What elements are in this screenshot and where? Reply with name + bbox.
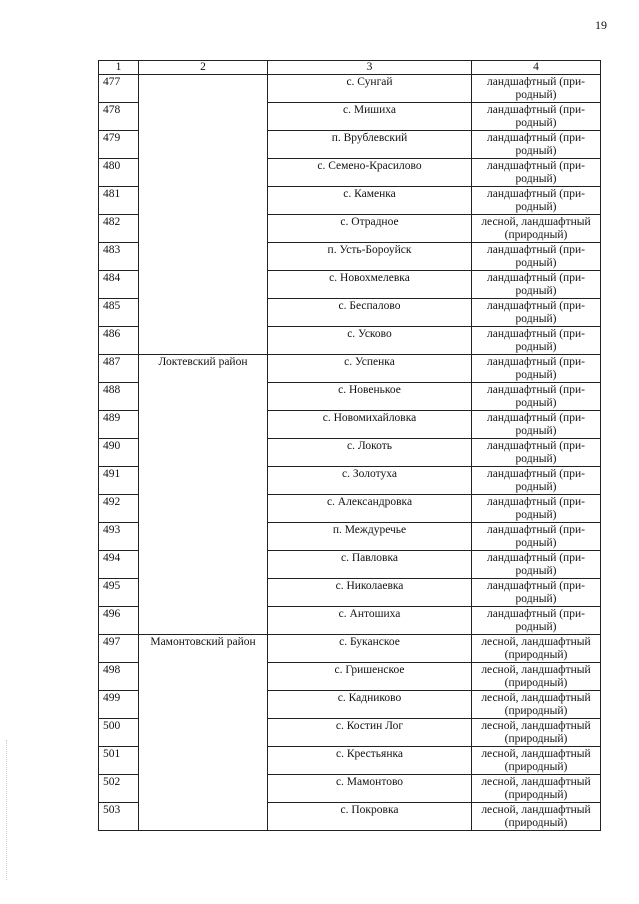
- settlement-cell: с. Мишиха: [268, 103, 472, 131]
- table-row: [99, 327, 601, 355]
- settlement-cell: с. Антошиха: [268, 607, 472, 635]
- settlement-cell: с. Новенькое: [268, 383, 472, 411]
- settlement-cell: с. Новомихайловка: [268, 411, 472, 439]
- table-row: [99, 439, 601, 467]
- row-number: 491: [99, 467, 139, 495]
- row-number: 500: [99, 719, 139, 747]
- protection-type-cell: ландшафтный (при-родный): [472, 103, 601, 131]
- district-cell: [139, 775, 268, 803]
- district-cell: [139, 215, 268, 243]
- protection-type-cell: ландшафтный (при-родный): [472, 411, 601, 439]
- district-cell: [139, 579, 268, 607]
- district-cell: [139, 271, 268, 299]
- protection-type-cell: ландшафтный (при-родный): [472, 327, 601, 355]
- district-cell: [139, 103, 268, 131]
- table-row: [99, 663, 601, 691]
- row-number: 495: [99, 579, 139, 607]
- row-number: 501: [99, 747, 139, 775]
- settlement-cell: с. Новохмелевка: [268, 271, 472, 299]
- row-number: 502: [99, 775, 139, 803]
- table-row: [99, 75, 601, 103]
- protection-type-cell: лесной, ландшафтный (природный): [472, 663, 601, 691]
- table-row: [99, 411, 601, 439]
- district-cell: [139, 327, 268, 355]
- settlement-cell: с. Буканское: [268, 635, 472, 663]
- table-row: [99, 775, 601, 803]
- protection-type-cell: ландшафтный (при-родный): [472, 243, 601, 271]
- header-col-3: 3: [268, 61, 472, 75]
- table-row: [99, 355, 601, 383]
- district-cell: [139, 187, 268, 215]
- row-number: 477: [99, 75, 139, 103]
- row-number: 494: [99, 551, 139, 579]
- settlement-cell: с. Золотуха: [268, 467, 472, 495]
- table-row: [99, 243, 601, 271]
- row-number: 489: [99, 411, 139, 439]
- district-cell: Локтевский район: [139, 355, 268, 383]
- protection-type-cell: ландшафтный (при-родный): [472, 523, 601, 551]
- settlement-cell: с. Александровка: [268, 495, 472, 523]
- protection-type-cell: лесной, ландшафтный (природный): [472, 747, 601, 775]
- protection-type-cell: лесной, ландшафтный (природный): [472, 803, 601, 831]
- settlement-cell: с. Крестьянка: [268, 747, 472, 775]
- row-number: 483: [99, 243, 139, 271]
- settlement-cell: с. Семено-Красилово: [268, 159, 472, 187]
- protection-type-cell: ландшафтный (при-родный): [472, 467, 601, 495]
- district-cell: [139, 131, 268, 159]
- settlement-cell: с. Успенка: [268, 355, 472, 383]
- row-number: 480: [99, 159, 139, 187]
- row-number: 486: [99, 327, 139, 355]
- table-row: [99, 523, 601, 551]
- settlements-table: [98, 60, 601, 831]
- protection-type-cell: лесной, ландшафтный (природный): [472, 775, 601, 803]
- settlement-cell: с. Покровка: [268, 803, 472, 831]
- protection-type-cell: ландшафтный (при-родный): [472, 551, 601, 579]
- district-cell: [139, 439, 268, 467]
- row-number: 479: [99, 131, 139, 159]
- district-cell: Мамонтовский район: [139, 635, 268, 663]
- district-cell: [139, 663, 268, 691]
- district-cell: [139, 747, 268, 775]
- district-cell: [139, 719, 268, 747]
- table-row: [99, 467, 601, 495]
- header-col-4: 4: [472, 61, 601, 75]
- header-col-1: 1: [99, 61, 139, 75]
- protection-type-cell: ландшафтный (при-родный): [472, 495, 601, 523]
- row-number: 498: [99, 663, 139, 691]
- protection-type-cell: ландшафтный (при-родный): [472, 187, 601, 215]
- table-row: [99, 215, 601, 243]
- row-number: 481: [99, 187, 139, 215]
- settlement-cell: с. Николаевка: [268, 579, 472, 607]
- header-col-2: 2: [139, 61, 268, 75]
- protection-type-cell: лесной, ландшафтный (природный): [472, 719, 601, 747]
- protection-type-cell: ландшафтный (при-родный): [472, 439, 601, 467]
- row-number: 484: [99, 271, 139, 299]
- table-row: [99, 635, 601, 663]
- protection-type-cell: ландшафтный (при-родный): [472, 579, 601, 607]
- row-number: 492: [99, 495, 139, 523]
- row-number: 485: [99, 299, 139, 327]
- table-row: [99, 579, 601, 607]
- settlement-cell: с. Локоть: [268, 439, 472, 467]
- settlement-cell: п. Междуречье: [268, 523, 472, 551]
- settlement-cell: с. Беспалово: [268, 299, 472, 327]
- settlement-cell: с. Павловка: [268, 551, 472, 579]
- settlement-cell: с. Мамонтово: [268, 775, 472, 803]
- row-number: 487: [99, 355, 139, 383]
- settlement-cell: п. Усть-Бороуйск: [268, 243, 472, 271]
- protection-type-cell: ландшафтный (при-родный): [472, 271, 601, 299]
- table-row: [99, 551, 601, 579]
- district-cell: [139, 803, 268, 831]
- protection-type-cell: лесной, ландшафтный (природный): [472, 635, 601, 663]
- district-cell: [139, 159, 268, 187]
- district-cell: [139, 607, 268, 635]
- row-number: 490: [99, 439, 139, 467]
- settlement-cell: с. Отрадное: [268, 215, 472, 243]
- district-cell: [139, 411, 268, 439]
- row-number: 482: [99, 215, 139, 243]
- table-body: [99, 75, 601, 831]
- district-cell: [139, 495, 268, 523]
- row-number: 497: [99, 635, 139, 663]
- scan-margin-mark: [6, 740, 8, 880]
- district-cell: [139, 299, 268, 327]
- table-row: [99, 691, 601, 719]
- table-row: [99, 131, 601, 159]
- district-cell: [139, 383, 268, 411]
- table-row: [99, 103, 601, 131]
- table-row: [99, 495, 601, 523]
- table-row: [99, 299, 601, 327]
- table-row: [99, 159, 601, 187]
- row-number: 496: [99, 607, 139, 635]
- row-number: 493: [99, 523, 139, 551]
- protection-type-cell: ландшафтный (при-родный): [472, 299, 601, 327]
- table-row: [99, 187, 601, 215]
- row-number: 478: [99, 103, 139, 131]
- table-row: [99, 803, 601, 831]
- district-cell: [139, 467, 268, 495]
- table-row: [99, 383, 601, 411]
- district-cell: [139, 523, 268, 551]
- settlement-cell: с. Костин Лог: [268, 719, 472, 747]
- district-cell: [139, 551, 268, 579]
- row-number: 503: [99, 803, 139, 831]
- protection-type-cell: ландшафтный (при-родный): [472, 159, 601, 187]
- table-header-row: [99, 61, 601, 75]
- district-cell: [139, 75, 268, 103]
- table-row: [99, 719, 601, 747]
- protection-type-cell: ландшафтный (при-родный): [472, 355, 601, 383]
- table-row: [99, 271, 601, 299]
- settlement-cell: с. Усково: [268, 327, 472, 355]
- settlement-cell: с. Кадниково: [268, 691, 472, 719]
- table-row: [99, 607, 601, 635]
- row-number: 499: [99, 691, 139, 719]
- page-number: 19: [595, 18, 607, 32]
- district-cell: [139, 691, 268, 719]
- settlement-cell: с. Каменка: [268, 187, 472, 215]
- settlement-cell: с. Сунгай: [268, 75, 472, 103]
- row-number: 488: [99, 383, 139, 411]
- table-row: [99, 747, 601, 775]
- settlement-cell: с. Гришенское: [268, 663, 472, 691]
- protection-type-cell: лесной, ландшафтный (природный): [472, 691, 601, 719]
- protection-type-cell: лесной, ландшафтный (природный): [472, 215, 601, 243]
- settlement-cell: п. Врублевский: [268, 131, 472, 159]
- protection-type-cell: ландшафтный (при-родный): [472, 131, 601, 159]
- protection-type-cell: ландшафтный (при-родный): [472, 75, 601, 103]
- protection-type-cell: ландшафтный (при-родный): [472, 607, 601, 635]
- district-cell: [139, 243, 268, 271]
- protection-type-cell: ландшафтный (при-родный): [472, 383, 601, 411]
